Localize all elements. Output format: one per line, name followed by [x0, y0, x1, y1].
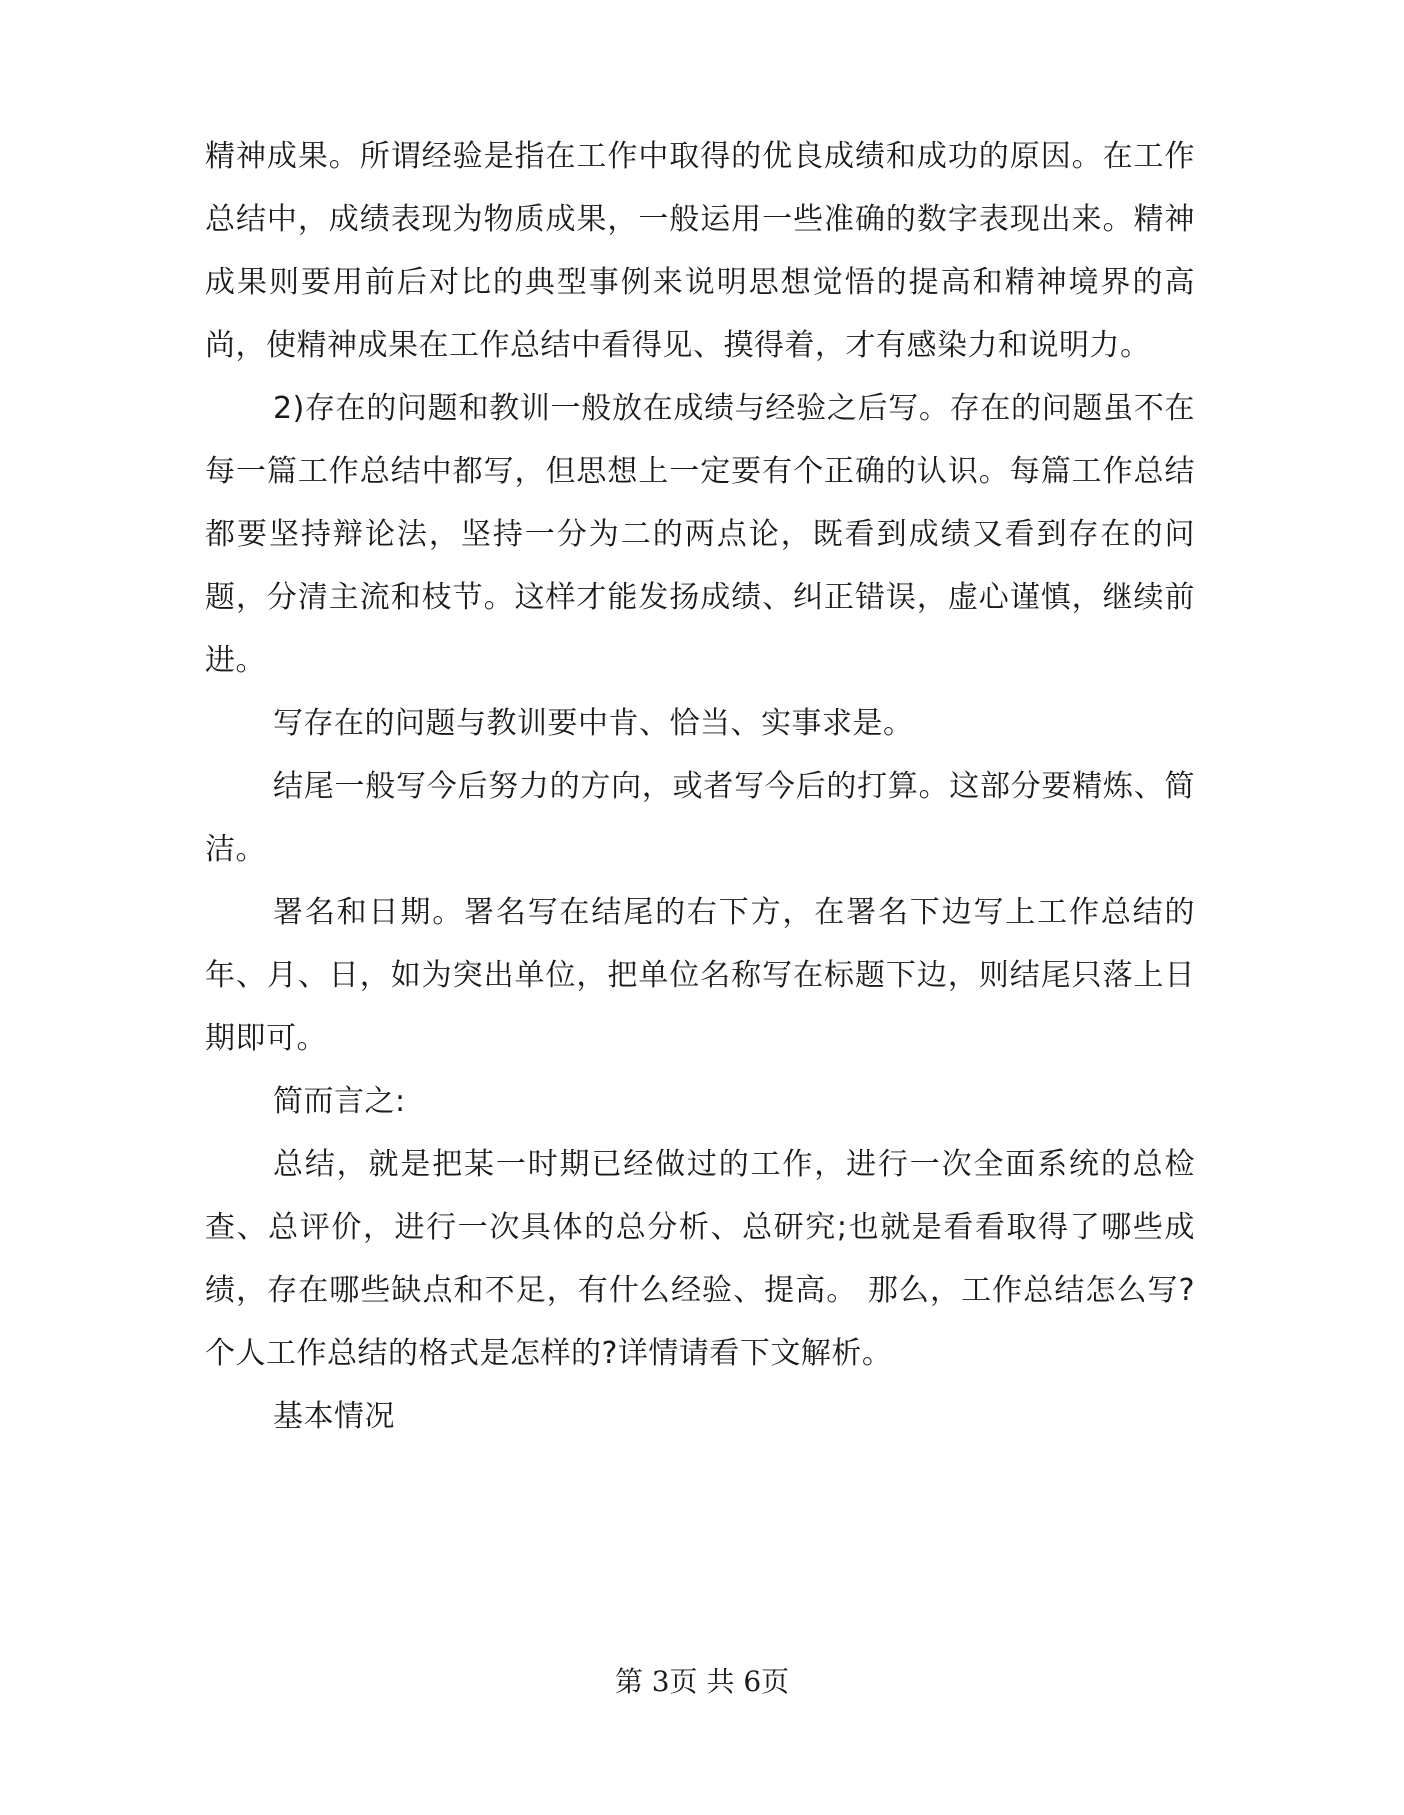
paragraph-3: 写存在的问题与教训要中肯、恰当、实事求是。 [273, 706, 914, 741]
page-number-footer: 第 3页 共 6页 [614, 1665, 790, 1698]
paragraph-8: 基本情况 [273, 1399, 395, 1434]
paragraph-6: 简而言之: [273, 1084, 406, 1119]
paragraph-2: 2)存在的问题和教训一般放在成绩与经验之后写。存在的问题虽不在每一篇工作总结中都写，但思想上一定要有个正确的认识。每篇工作总结都要坚持辩论法，坚持一分为二的两点论，既看到成绩又看到存在的问题，分清主流和枝节。这样才能发扬成绩、纠正错误，虚心谨慎，继续前进。 [205, 391, 1195, 678]
document-body [205, 125, 1195, 1448]
paragraph-1: 精神成果。所谓经验是指在工作中取得的优良成绩和成功的原因。在工作总结中，成绩表现为物质成果，一般运用一些准确的数字表现出来。精神成果则要用前后对比的典型事例来说明思想觉悟的提高和精神境界的高尚，使精神成果在工作总结中看得见、摸得着，才有感染力和说明力。 [205, 139, 1195, 363]
paragraph-7: 总结，就是把某一时期已经做过的工作，进行一次全面系统的总检查、总评价，进行一次具体的总分析、总研究;也就是看看取得了哪些成绩，存在哪些缺点和不足，有什么经验、提高。 那么，工作总结怎么写?个人工作总结的格式是怎样的?详情请看下文解析。 [205, 1147, 1195, 1371]
paragraph-5: 署名和日期。署名写在结尾的右下方，在署名下边写上工作总结的年、月、日，如为突出单位，把单位名称写在标题下边，则结尾只落上日期即可。 [205, 895, 1195, 1056]
paragraph-4: 结尾一般写今后努力的方向，或者写今后的打算。这部分要精炼、简洁。 [205, 769, 1195, 867]
